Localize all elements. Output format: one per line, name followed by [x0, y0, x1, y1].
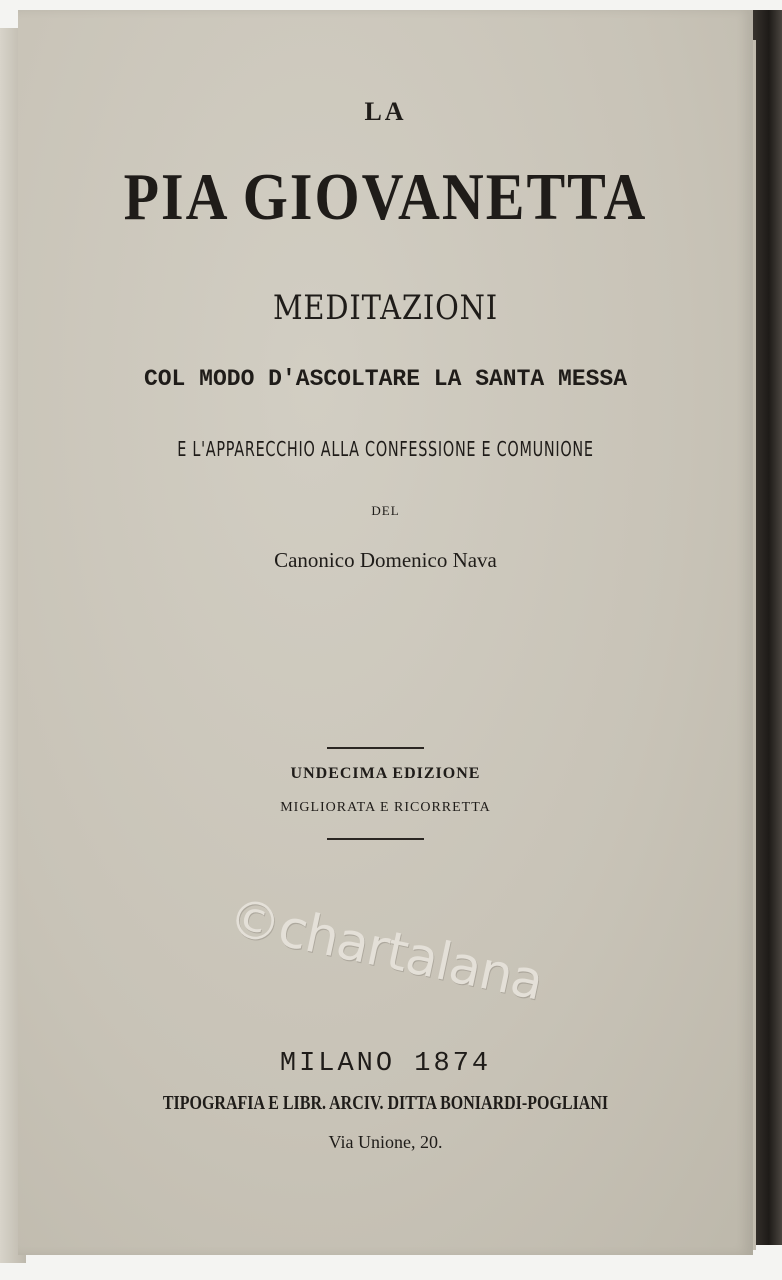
publisher: TIPOGRAFIA E LIBR. ARCIV. DITTA BONIARDI-POGLIANI [162, 1092, 609, 1114]
description-line-1: COL MODO D'ASCOLTARE LA SANTA MESSA [143, 366, 628, 392]
subtitle: MEDITAZIONI [272, 288, 499, 328]
book-title: PIA GIOVANETTA [123, 159, 648, 234]
edition: UNDECIMA EDIZIONE [290, 765, 481, 782]
address: Via Unione, 20. [328, 1132, 443, 1152]
divider-top [327, 747, 424, 749]
edition-note: MIGLIORATA E RICORRETTA [280, 800, 491, 815]
divider-bottom [327, 838, 424, 840]
description-line-2: E L'APPARECCHIO ALLA CONFESSIONE E COMUNIONE [177, 437, 594, 461]
by-label: DEL [371, 503, 400, 518]
watermark: ©chartalana [223, 887, 548, 1013]
place-year: MILANO 1874 [279, 1049, 492, 1079]
author: Canonico Domenico Nava [274, 548, 497, 572]
title-article: LA [364, 97, 407, 126]
